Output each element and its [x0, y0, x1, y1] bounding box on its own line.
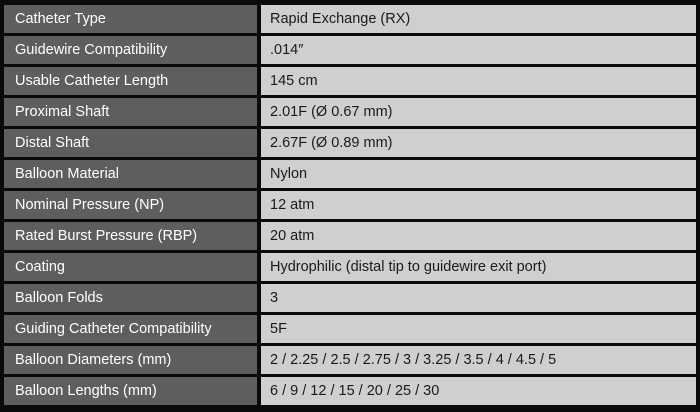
spec-value: Rapid Exchange (RX)	[261, 5, 696, 33]
spec-label: Balloon Lengths (mm)	[4, 377, 257, 405]
spec-row-distal-shaft	[0, 129, 700, 157]
spec-row-catheter-type	[0, 5, 700, 33]
spec-label: Coating	[4, 253, 257, 281]
spec-row-guidewire-compatibility	[0, 36, 700, 64]
spec-value: 2.67F (Ø 0.89 mm)	[261, 129, 696, 157]
spec-row-proximal-shaft	[0, 98, 700, 126]
spec-label: Usable Catheter Length	[4, 67, 257, 95]
spec-label: Guiding Catheter Compatibility	[4, 315, 257, 343]
spec-row-balloon-folds	[0, 284, 700, 312]
spec-label: Balloon Diameters (mm)	[4, 346, 257, 374]
spec-value: Hydrophilic (distal tip to guidewire exit port)	[261, 253, 696, 281]
spec-value: .014″	[261, 36, 696, 64]
spec-label: Distal Shaft	[4, 129, 257, 157]
spec-value: 20 atm	[261, 222, 696, 250]
spec-value: 2 / 2.25 / 2.5 / 2.75 / 3 / 3.25 / 3.5 / 4 / 4.5 / 5	[261, 346, 696, 374]
spec-label: Balloon Folds	[4, 284, 257, 312]
spec-value: 145 cm	[261, 67, 696, 95]
spec-value: 12 atm	[261, 191, 696, 219]
spec-label: Nominal Pressure (NP)	[4, 191, 257, 219]
spec-row-nominal-pressure	[0, 191, 700, 219]
spec-label: Catheter Type	[4, 5, 257, 33]
spec-row-balloon-diameters	[0, 346, 700, 374]
spec-label: Proximal Shaft	[4, 98, 257, 126]
spec-label: Rated Burst Pressure (RBP)	[4, 222, 257, 250]
spec-row-coating	[0, 253, 700, 281]
spec-value: 6 / 9 / 12 / 15 / 20 / 25 / 30	[261, 377, 696, 405]
spec-label: Guidewire Compatibility	[4, 36, 257, 64]
spec-value: 3	[261, 284, 696, 312]
spec-row-guiding-catheter-compatibility	[0, 315, 700, 343]
spec-label: Balloon Material	[4, 160, 257, 188]
spec-value: 5F	[261, 315, 696, 343]
spec-row-usable-catheter-length	[0, 67, 700, 95]
spec-row-rated-burst-pressure	[0, 222, 700, 250]
spec-row-balloon-material	[0, 160, 700, 188]
spec-value: 2.01F (Ø 0.67 mm)	[261, 98, 696, 126]
spec-value: Nylon	[261, 160, 696, 188]
spec-row-balloon-lengths	[0, 377, 700, 405]
